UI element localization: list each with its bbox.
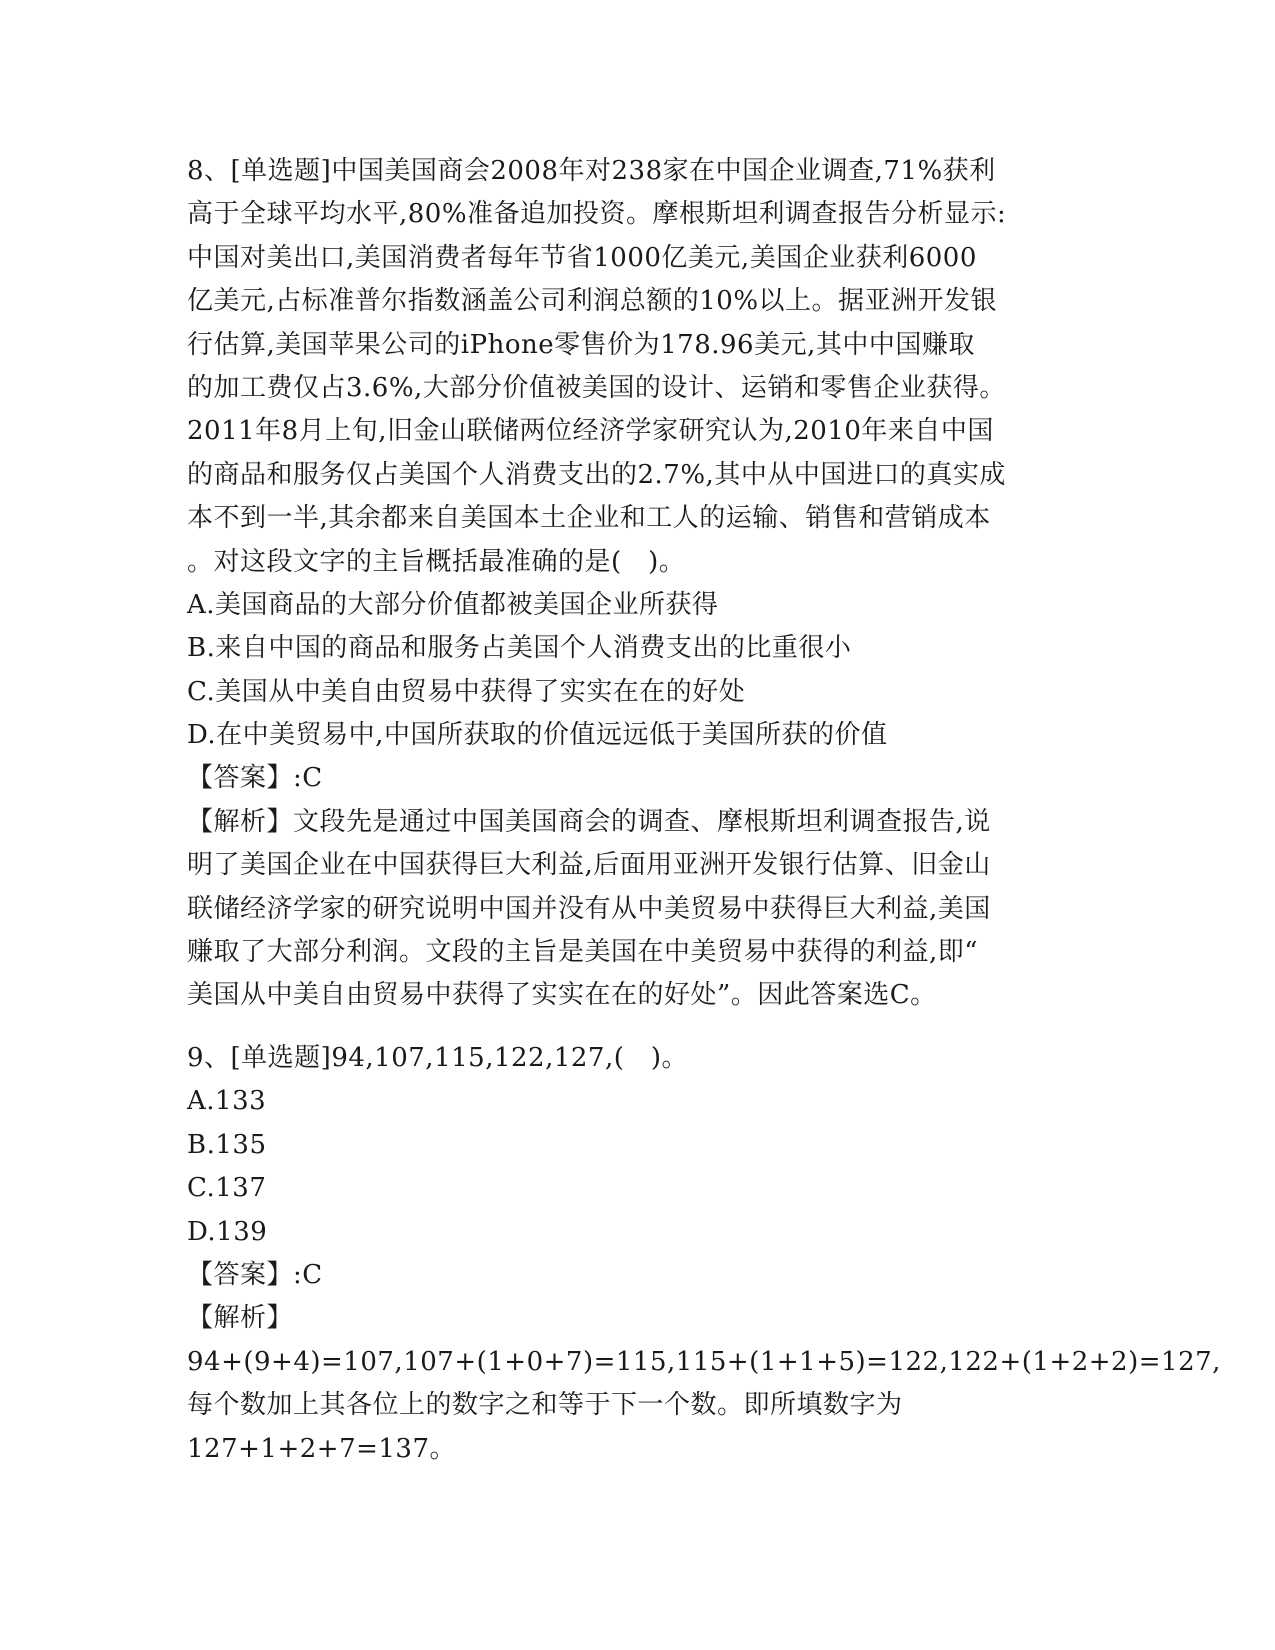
analysis-line: 127+1+2+7=137。 xyxy=(187,1433,457,1464)
analysis-line: 赚取了大部分利润。文段的主旨是美国在中美贸易中获得的利益,即“ xyxy=(187,937,979,968)
analysis-line: 每个数加上其各位上的数字之和等于下一个数。即所填数字为 xyxy=(187,1390,903,1421)
question-stem-line: 亿美元,占标准普尔指数涵盖公司利润总额的10%以上。据亚洲开发银 xyxy=(187,286,998,317)
question-stem-line: 。对这段文字的主旨概括最准确的是( )。 xyxy=(187,546,686,577)
question-8 xyxy=(187,150,1087,1018)
question-stem-line: 9、[单选题]94,107,115,122,127,( )。 xyxy=(187,1043,689,1073)
analysis-line: 明了美国企业在中国获得巨大利益,后面用亚洲开发银行估算、旧金山 xyxy=(187,850,991,881)
analysis-line: 联储经济学家的研究说明中国并没有从中美贸易中获得巨大利益,美国 xyxy=(187,893,991,924)
question-stem-line: 行估算,美国苹果公司的iPhone零售价为178.96美元,其中中国赚取 xyxy=(187,329,975,360)
question-stem-line: 2011年8月上旬,旧金山联储两位经济学家研究认为,2010年来自中国 xyxy=(187,416,994,447)
analysis-line: 【解析】文段先是通过中国美国商会的调查、摩根斯坦利调查报告,说 xyxy=(187,806,991,837)
question-stem-line: 高于全球平均水平,80%准备追加投资。摩根斯坦利调查报告分析显示: xyxy=(187,199,1007,230)
option-c: C.137 xyxy=(187,1173,267,1204)
option-b: B.来自中国的商品和服务占美国个人消费支出的比重很小 xyxy=(187,633,852,664)
question-stem-line: 的商品和服务仅占美国个人消费支出的2.7%,其中从中国进口的真实成 xyxy=(187,459,1006,490)
option-b: B.135 xyxy=(187,1129,267,1160)
question-stem-line: 本不到一半,其余都来自美国本土企业和工人的运输、销售和营销成本 xyxy=(187,503,991,534)
option-d: D.在中美贸易中,中国所获取的价值远远低于美国所获的价值 xyxy=(187,720,888,751)
analysis-line: 美国从中美自由贸易中获得了实实在在的好处”。因此答案选C。 xyxy=(187,980,937,1011)
answer-line: 【答案】:C xyxy=(187,1259,323,1290)
option-c: C.美国从中美自由贸易中获得了实实在在的好处 xyxy=(187,676,746,707)
answer-line: 【答案】:C xyxy=(187,763,323,794)
analysis-line: 94+(9+4)=107,107+(1+0+7)=115,115+(1+1+5)=122,122+(1+2+2)=127, xyxy=(187,1346,1221,1377)
question-9 xyxy=(187,1037,1221,1471)
question-stem-line: 8、[单选题]中国美国商会2008年对238家在中国企业调查,71%获利 xyxy=(187,156,996,186)
option-d: D.139 xyxy=(187,1216,268,1247)
question-stem-line: 的加工费仅占3.6%,大部分价值被美国的设计、运销和零售企业获得。 xyxy=(187,372,1006,403)
option-a: A.133 xyxy=(187,1086,267,1117)
analysis-line: 【解析】 xyxy=(187,1303,294,1334)
option-a: A.美国商品的大部分价值都被美国企业所获得 xyxy=(187,589,719,620)
question-stem-line: 中国对美出口,美国消费者每年节省1000亿美元,美国企业获利6000 xyxy=(187,242,977,273)
